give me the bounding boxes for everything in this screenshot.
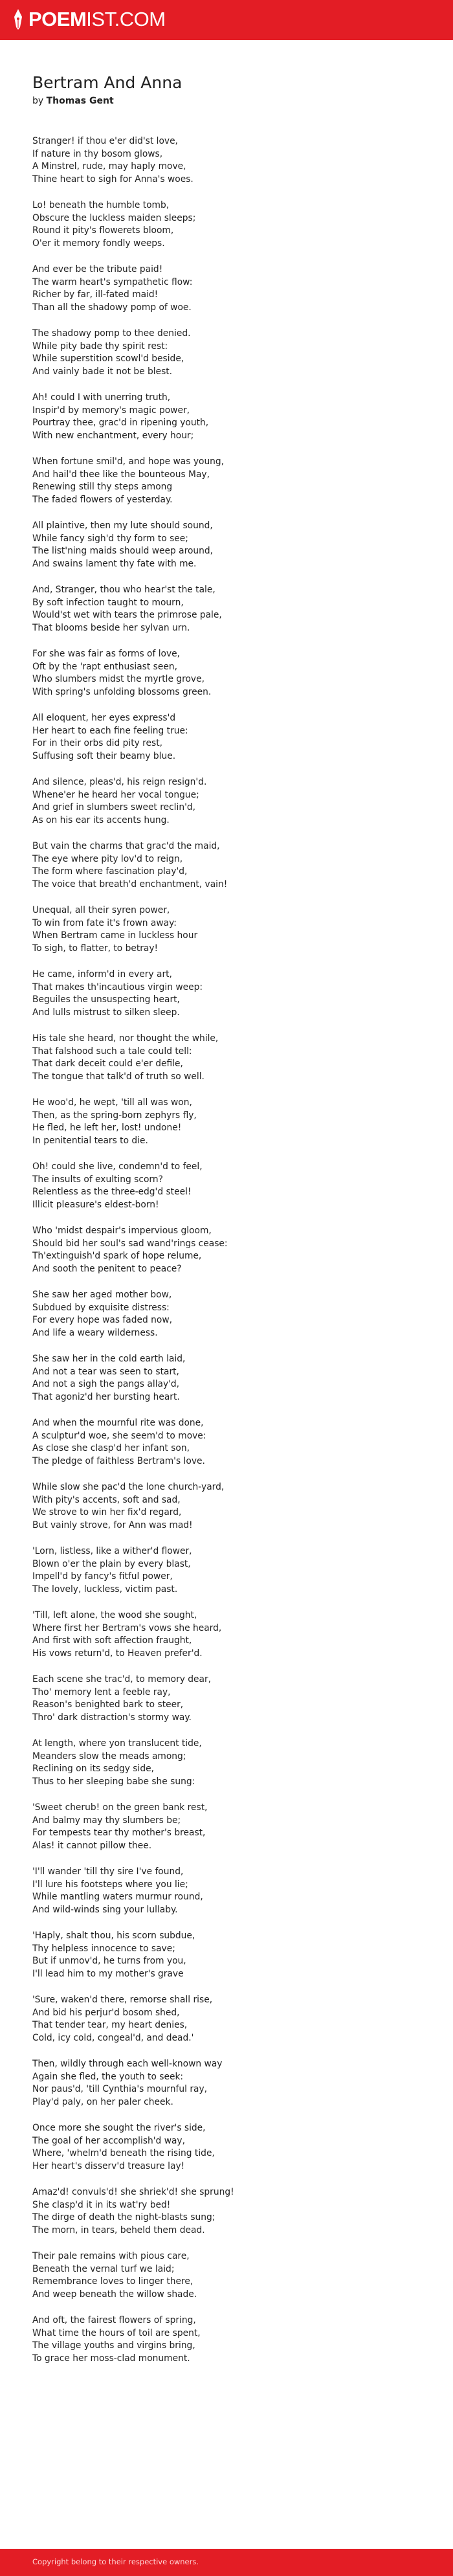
poem-line: His vows return'd, to Heaven prefer'd. — [32, 1648, 203, 1659]
poem-line: Subdued by exquisite distress: — [32, 1302, 170, 1313]
poem-title: Bertram And Anna — [32, 73, 182, 92]
poem-line: The voice that breath'd enchantment, vain! — [32, 879, 228, 890]
poem-line: Thy helpless innocence to save; — [32, 1943, 175, 1954]
poem-line: Thus to her sleeping babe she sung: — [32, 1776, 195, 1787]
poem-line: With new enchantment, every hour; — [32, 430, 194, 441]
poem-line: Each scene she trac'd, to memory dear, — [32, 1674, 212, 1685]
poem-line: The dirge of death the night-blasts sung; — [32, 2212, 215, 2223]
stanza — [32, 199, 421, 250]
poem-line: With spring's unfolding blossoms green. — [32, 686, 212, 697]
copyright-notice: Copyright belong to their respective owners. — [32, 2557, 199, 2566]
stanza — [32, 263, 421, 314]
site-logo[interactable] — [12, 8, 166, 31]
poem-line: Tho' memory lent a feeble ray, — [32, 1686, 171, 1697]
poem-line: When Bertram came in luckless hour — [32, 930, 198, 941]
stanza — [32, 969, 421, 1019]
poem-line: The tongue that talk'd of truth so well. — [32, 1071, 204, 1082]
stanza — [32, 584, 421, 634]
poem-line: What time the hours of toil are spent, — [32, 2327, 201, 2338]
poem-line: All eloquent, her eyes express'd — [32, 713, 176, 723]
poem-line: He came, inform'd in every art, — [32, 969, 172, 980]
stanza — [32, 2058, 421, 2109]
poem-line: Stranger! if thou e'er did'st love, — [32, 136, 178, 146]
poem-line: That agoniz'd her bursting heart. — [32, 1391, 180, 1402]
stanza — [32, 1417, 421, 1468]
poem-line: Should bid her soul's sad wand'rings cease: — [32, 1238, 228, 1249]
poem-line: And when the mournful rite was done, — [32, 1418, 204, 1428]
poem-line: Renewing still thy steps among — [32, 482, 173, 492]
poem-line: And lulls mistrust to silken sleep. — [32, 1007, 180, 1018]
stanza — [32, 1738, 421, 1788]
poem-line: She saw her in the cold earth laid, — [32, 1354, 186, 1364]
poem-line: While superstition scowl'd beside, — [32, 353, 184, 364]
poem-line: While fancy sigh'd thy form to see; — [32, 533, 188, 544]
poem-line: For every hope was faded now, — [32, 1315, 172, 1325]
poem-line: Once more she sought the river's side, — [32, 2123, 206, 2133]
stanza — [32, 1609, 421, 1660]
poem-line: Reason's benighted bark to steer, — [32, 1699, 184, 1710]
poem-line: And wild-winds sing your lullaby. — [32, 1904, 178, 1915]
poem-line: Illicit pleasure's eldest-born! — [32, 1199, 159, 1210]
brand-name-rest: IST.COM — [86, 8, 166, 30]
poem-line: By soft infection taught to mourn, — [32, 597, 184, 608]
poem-line: Thro' dark distraction's stormy way. — [32, 1712, 192, 1723]
stanza — [32, 135, 421, 186]
poem-line: Suffusing soft their beamy blue. — [32, 750, 176, 761]
poem-line: For tempests tear thy mother's breast, — [32, 1828, 206, 1838]
poem-line: To sigh, to flatter, to betray! — [32, 943, 159, 954]
poem-line: And weep beneath the willow shade. — [32, 2289, 197, 2300]
brand-name — [28, 8, 166, 31]
stanza — [32, 1481, 421, 1532]
poem-line: Then, wildly through each well-known way — [32, 2059, 223, 2069]
poem-line: And not a tear was seen to start, — [32, 1366, 179, 1377]
poem-line: We strove to win her fix'd regard, — [32, 1507, 182, 1518]
poem-line: That falshood such a tale could tell: — [32, 1046, 192, 1057]
poem-line: At length, where yon translucent tide, — [32, 1738, 202, 1749]
poem-line: While pity bade thy spirit rest: — [32, 341, 168, 352]
stanza — [32, 328, 421, 378]
poem-line: I'll lead him to my mother's grave — [32, 1968, 184, 1979]
poem-line: Where first her Bertram's vows she heard, — [32, 1622, 222, 1633]
poem-line: While mantling waters murmur round, — [32, 1892, 203, 1902]
poem-line: Th'extinguish'd spark of hope relume, — [32, 1251, 202, 1261]
stanza — [32, 904, 421, 955]
poem-line: And first with soft affection fraught, — [32, 1635, 192, 1646]
poem-line: Round it pity's flowerets bloom, — [32, 225, 174, 236]
poem-line: Her heart's disserv'd treasure lay! — [32, 2160, 185, 2171]
poem-line: To grace her moss-clad monument. — [32, 2353, 190, 2364]
poem-line: 'Haply, shalt thou, his scorn subdue, — [32, 1931, 195, 1941]
poem-line: Reclining on its sedgy side, — [32, 1764, 154, 1774]
stanza — [32, 648, 421, 699]
poem-line: Then, as the spring-born zephyrs fly, — [32, 1110, 197, 1121]
stanza — [32, 2122, 421, 2173]
poem-line: The form where fascination play'd, — [32, 866, 188, 877]
poem-line: The shadowy pomp to thee denied. — [32, 328, 191, 339]
poem-line: His tale she heard, nor thought the while, — [32, 1033, 219, 1044]
poem-line: That makes th'incautious virgin weep: — [32, 981, 203, 992]
poem-line: She saw her aged mother bow, — [32, 1290, 172, 1300]
poem-line: If nature in thy bosom glows, — [32, 148, 163, 159]
stanza — [32, 1802, 421, 1852]
stanza — [32, 1097, 421, 1147]
poem-line: Obscure the luckless maiden sleeps; — [32, 212, 196, 223]
poem-line: Impell'd by fancy's fitful power, — [32, 1571, 173, 1582]
poem-line: A sculptur'd woe, she seem'd to move: — [32, 1430, 206, 1441]
poem-line: The eye where pity lov'd to reign, — [32, 853, 183, 864]
header-bar — [0, 0, 453, 40]
poem-line: All plaintive, then my lute should sound, — [32, 521, 213, 531]
poem-line: Blown o'er the plain by every blast, — [32, 1558, 191, 1569]
poem-line: Inspir'd by memory's magic power, — [32, 405, 190, 416]
poem-line: And life a weary wilderness. — [32, 1327, 158, 1338]
poem-line: Whene'er he heard her vocal tongue; — [32, 789, 199, 800]
poem-line: She clasp'd it in its wat'ry bed! — [32, 2199, 171, 2210]
poem-line: Than all the shadowy pomp of woe. — [32, 302, 192, 313]
stanza — [32, 1161, 421, 1211]
poem-line: Pourtray thee, grac'd in ripening youth, — [32, 418, 209, 428]
poem-line: But if unmov'd, he turns from you, — [32, 1956, 186, 1966]
poem-line: Their pale remains with pious care, — [32, 2251, 190, 2261]
stanza — [32, 776, 421, 827]
poem-line: And oft, the fairest flowers of spring, — [32, 2315, 196, 2325]
poem-line: 'Till, left alone, the wood she sought, — [32, 1610, 197, 1620]
poem-line: The goal of her accomplish'd way, — [32, 2135, 185, 2146]
poem-line: Remembrance loves to linger there, — [32, 2276, 193, 2287]
footer-bar — [0, 2549, 453, 2576]
poem-line: That tender tear, my heart denies, — [32, 2020, 188, 2030]
poem-body — [32, 135, 421, 2365]
poem-line: Her heart to each fine feeling true: — [32, 725, 188, 736]
stanza — [32, 392, 421, 442]
poem-line: That blooms beside her sylvan urn. — [32, 622, 190, 633]
poem-line: And vainly bade it not be blest. — [32, 366, 173, 377]
stanza — [32, 520, 421, 570]
poem-line: That dark deceit could e'er defile, — [32, 1058, 183, 1069]
poem-line: Relentless as the three-edg'd steel! — [32, 1187, 192, 1197]
poem-line: He woo'd, he wept, 'till all was won, — [32, 1097, 192, 1108]
poem-line: And sooth the penitent to peace? — [32, 1263, 182, 1274]
poem-line: And swains lament thy fate with me. — [32, 558, 197, 569]
poem-line: A Minstrel, rude, may haply move, — [32, 161, 186, 172]
poem-line: When fortune smil'd, and hope was young, — [32, 456, 225, 467]
stanza — [32, 712, 421, 763]
poem-line: And balmy may thy slumbers be; — [32, 1815, 181, 1826]
stanza — [32, 1353, 421, 1404]
pen-icon — [12, 8, 25, 31]
poem-line: The warm heart's sympathetic flow: — [32, 276, 193, 287]
poem-line: Richer by far, ill-fated maid! — [32, 289, 159, 300]
poem-line: Where, 'whelm'd beneath the rising tide, — [32, 2148, 215, 2158]
poem-line: O'er it memory fondly weeps. — [32, 238, 165, 249]
stanza — [32, 1930, 421, 1980]
poem-line: The pledge of faithless Bertram's love. — [32, 1455, 205, 1466]
stanza — [32, 1225, 421, 1275]
poem-line: He fled, he left her, lost! undone! — [32, 1123, 182, 1133]
poem-line: Ah! could I with unerring truth, — [32, 392, 171, 403]
poem-line: And, Stranger, thou who hear'st the tale, — [32, 585, 215, 595]
poem-line: But vain the charms that grac'd the maid, — [32, 841, 220, 851]
poem-line: The village youths and virgins bring, — [32, 2340, 195, 2351]
stanza — [32, 1994, 421, 2044]
poem-line: The morn, in tears, beheld them dead. — [32, 2224, 205, 2235]
poem-line: Would'st wet with tears the primrose pale, — [32, 610, 222, 620]
poem-line: Again she fled, the youth to seek: — [32, 2071, 184, 2082]
poem-line: 'Sweet cherub! on the green bank rest, — [32, 1802, 208, 1813]
poem-line: The faded flowers of yesterday. — [32, 494, 173, 505]
stanza — [32, 840, 421, 891]
poem-line: And ever be the tribute paid! — [32, 264, 163, 274]
poem-line: To win from fate it's frown away: — [32, 917, 177, 928]
poem-line: Beneath the vernal turf we laid; — [32, 2263, 175, 2274]
poem-line: But vainly strove, for Ann was mad! — [32, 1519, 193, 1530]
poem-line: The list'ning maids should weep around, — [32, 546, 214, 556]
poem-line: And bid his perjur'd bosom shed, — [32, 2007, 180, 2018]
poem-line: With pity's accents, soft and sad, — [32, 1494, 181, 1505]
poem-line: Unequal, all their syren power, — [32, 905, 170, 915]
stanza — [32, 2314, 421, 2365]
poem-line: The insults of exulting scorn? — [32, 1174, 163, 1185]
poem-line: And silence, pleas'd, his reign resign'd. — [32, 777, 207, 787]
poem-line: Meanders slow the meads among; — [32, 1751, 186, 1762]
byline-prefix: by — [32, 96, 44, 106]
poem-line: Alas! it cannot pillow thee. — [32, 1840, 152, 1851]
brand-name-bold: POEM — [28, 8, 87, 30]
poem-line: Oh! could she live, condemn'd to feel, — [32, 1161, 203, 1172]
poem-line: Nor paus'd, 'till Cynthia's mournful ray, — [32, 2084, 208, 2094]
poem-line: 'Lorn, listless, like a wither'd flower, — [32, 1546, 192, 1556]
stanza — [32, 1866, 421, 1916]
author-link[interactable]: Thomas Gent — [46, 96, 114, 106]
poem-line: Who 'midst despair's impervious gloom, — [32, 1226, 212, 1236]
stanza — [32, 1674, 421, 1724]
stanza — [32, 1545, 421, 1596]
poem-line: Thine heart to sigh for Anna's woes. — [32, 174, 193, 185]
poem-line: Cold, icy cold, congeal'd, and dead.' — [32, 2032, 194, 2043]
poem-line: And grief in slumbers sweet reclin'd, — [32, 802, 196, 812]
stanza — [32, 456, 421, 506]
poem-container — [0, 40, 453, 2365]
poem-line: In penitential tears to die. — [32, 1135, 148, 1146]
poem-line: Beguiles the unsuspecting heart, — [32, 994, 180, 1005]
poem-line: Who slumbers midst the myrtle grove, — [32, 674, 204, 684]
poem-line: I'll lure his footsteps where you lie; — [32, 1879, 188, 1890]
poem-line: For she was fair as forms of love, — [32, 649, 181, 659]
poem-line: 'Sure, waken'd there, remorse shall rise, — [32, 1995, 213, 2005]
poem-line: As on his ear its accents hung. — [32, 814, 170, 825]
poem-line: For in their orbs did pity rest, — [32, 738, 163, 748]
stanza — [32, 1289, 421, 1339]
poem-line: Amaz'd! convuls'd! she shriek'd! she sprung! — [32, 2187, 234, 2197]
stanza — [32, 2250, 421, 2301]
poem-line: Lo! beneath the humble tomb, — [32, 200, 170, 210]
poem-line: Oft by the 'rapt enthusiast seen, — [32, 661, 177, 672]
poem-line: The lovely, luckless, victim past. — [32, 1584, 178, 1595]
poem-line: While slow she pac'd the lone church-yard, — [32, 1482, 225, 1492]
stanza — [32, 2186, 421, 2237]
byline — [32, 95, 421, 107]
poem-line: And hail'd thee like the bounteous May, — [32, 469, 210, 480]
poem-line: 'I'll wander 'till thy sire I've found, — [32, 1866, 184, 1877]
poem-line: And not a sigh the pangs allay'd, — [32, 1379, 180, 1389]
poem-line: Play'd paly, on her paler cheek. — [32, 2096, 173, 2107]
poem-line: As close she clasp'd her infant son, — [32, 1443, 190, 1453]
stanza — [32, 1033, 421, 1083]
